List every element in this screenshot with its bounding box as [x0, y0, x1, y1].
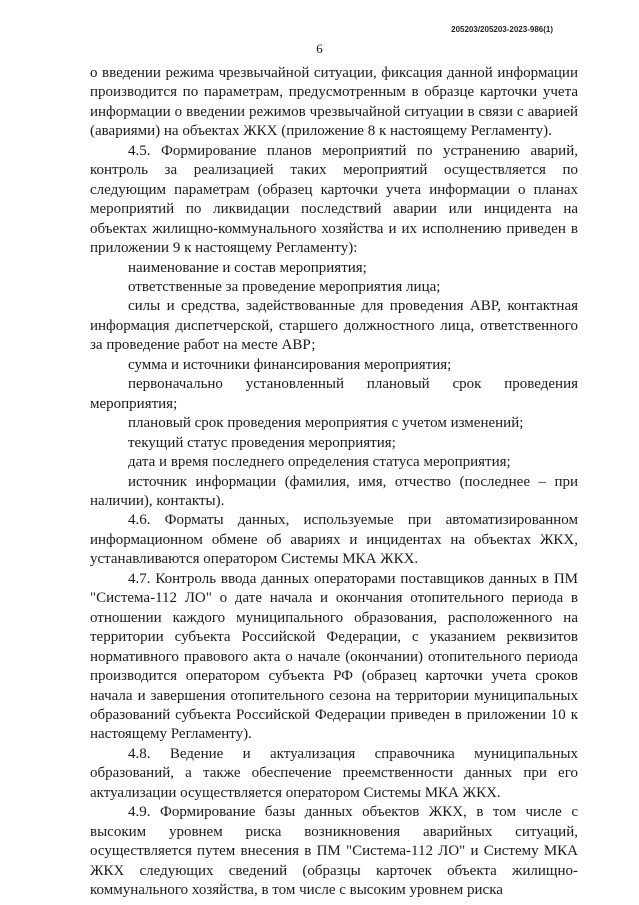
- list-item: сумма и источники финансирования мероприятия;: [128, 356, 452, 373]
- list-item: первоначально установленный плановый срок проведения мероприятия;: [90, 376, 578, 412]
- document-body: [90, 64, 578, 900]
- list-item: дата и время последнего определения статуса мероприятия;: [128, 454, 511, 471]
- list-item: текущий статус проведения мероприятия;: [128, 434, 396, 451]
- list-item: плановый срок проведения мероприятия с учетом изменений;: [128, 415, 524, 432]
- paragraph-4-5: 4.5. Формирование планов мероприятий по устранению аварий, контроль за реализацией таких мероприятий осуществляется по следующим параметрам (образец карточки учета информации о планах мероприятий по ликвидации последствий аварии или инцидента на объектах жилищно-коммунального хозяйства и их исполнению приведен в приложении 9 к настоящему Регламенту):: [90, 142, 578, 257]
- document-id: 205203/205203-2023-986(1): [451, 25, 553, 34]
- list-item: силы и средства, задействованные для проведения АВР, контактная информация диспетчерской, старшего должностного лица, ответственного за проведение работ на месте АВР;: [90, 298, 578, 354]
- paragraph-intro-continuation: о введении режима чрезвычайной ситуации, фиксация данной информации производится по параметрам, предусмотренным в образце карточки учета информации о введении режимов чрезвычайной ситуации в связи с аварией (авариями) на объектах ЖКХ (приложение 8 к настоящему Регламенту).: [90, 65, 578, 140]
- paragraph-4-8: 4.8. Ведение и актуализация справочника муниципальных образований, а также обеспечение преемственности данных при его актуализации осуществляется оператором Системы МКА ЖКХ.: [90, 745, 578, 801]
- page-number: 6: [316, 41, 323, 56]
- paragraph-4-9: 4.9. Формирование базы данных объектов ЖКХ, в том числе с высоким уровнем риска возникновения аварийных ситуаций, осуществляется путем внесения в ПМ "Система-112 ЛО" и Систему МКА ЖКХ следующих сведений (образцы карточек объекта жилищно-коммунального хозяйства, в том числе с высоким уровнем риска: [90, 804, 578, 899]
- list-item: наименование и состав мероприятия;: [128, 259, 367, 276]
- list-item: источник информации (фамилия, имя, отчество (последнее – при наличии), контакты).: [90, 473, 578, 509]
- paragraph-4-6: 4.6. Форматы данных, используемые при автоматизированном информационном обмене об авариях и инцидентах на объектах ЖКХ, устанавливаются оператором Системы МКА ЖКХ.: [90, 512, 578, 568]
- paragraph-4-7: 4.7. Контроль ввода данных операторами поставщиков данных в ПМ "Система-112 ЛО" о дате начала и окончания отопительного периода в отношении каждого муниципального образования, расположенного на территории субъекта Российской Федерации, с указанием реквизитов нормативного правового акта о начале (окончании) отопительного периода производится оператором субъекта РФ (образец карточки учета сроков начала и завершения отопительного сезона на территории муниципальных образований субъекта Российской Федерации приведен в приложении 10 к настоящему Регламенту).: [90, 570, 578, 743]
- list-item: ответственные за проведение мероприятия лица;: [128, 278, 441, 295]
